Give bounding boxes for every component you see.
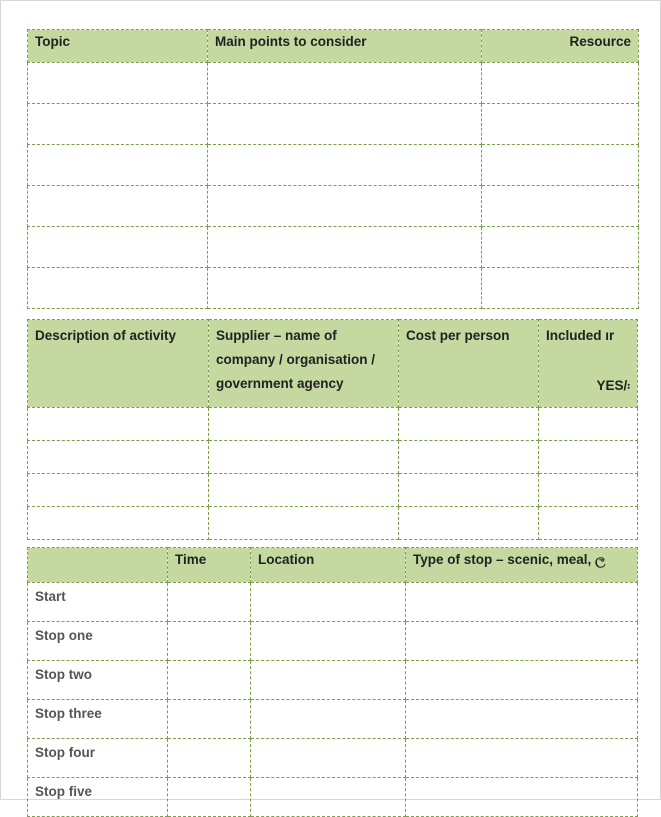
table-row <box>28 583 638 622</box>
table-row <box>28 474 638 507</box>
header-included-line2: YES/܃ <box>596 378 630 393</box>
table-cell[interactable] <box>209 507 399 540</box>
table-row <box>28 661 638 700</box>
table-cell[interactable] <box>209 408 399 441</box>
table-row <box>28 104 639 145</box>
topics-header-row <box>28 30 639 63</box>
header-resource: Resource <box>482 30 639 63</box>
header-location: Location <box>251 548 406 583</box>
table-row <box>28 408 638 441</box>
table-cell[interactable] <box>28 63 208 104</box>
header-included-line1: Included ır <box>546 328 615 343</box>
table-cell[interactable] <box>168 739 251 778</box>
table-cell[interactable] <box>482 63 639 104</box>
table-cell[interactable] <box>406 622 638 661</box>
table-cell[interactable] <box>539 441 638 474</box>
header-cost: Cost per person <box>399 320 539 408</box>
table-cell[interactable] <box>28 507 209 540</box>
table-cell[interactable] <box>399 441 539 474</box>
table-cell[interactable] <box>251 778 406 817</box>
header-type-of-stop: Type of stop – scenic, meal, ල <box>406 548 638 583</box>
table-row <box>28 507 638 540</box>
table-cell[interactable] <box>28 145 208 186</box>
table-cell[interactable] <box>482 186 639 227</box>
table-cell[interactable] <box>28 408 209 441</box>
table-row <box>28 441 638 474</box>
table-cell[interactable] <box>168 778 251 817</box>
table-row <box>28 778 638 817</box>
table-row <box>28 622 638 661</box>
table-cell[interactable] <box>209 474 399 507</box>
table-cell[interactable] <box>208 104 482 145</box>
activities-table <box>27 319 638 540</box>
row-label-stop-five: Stop five <box>28 778 168 817</box>
header-main-points: Main points to consider <box>208 30 482 63</box>
activities-header-row <box>28 320 638 408</box>
stops-table <box>27 547 638 817</box>
table-row <box>28 227 639 268</box>
table-cell[interactable] <box>406 700 638 739</box>
table-cell[interactable] <box>168 583 251 622</box>
table-cell[interactable] <box>406 661 638 700</box>
table-cell[interactable] <box>539 408 638 441</box>
table-cell[interactable] <box>28 104 208 145</box>
table-cell[interactable] <box>28 186 208 227</box>
header-time: Time <box>168 548 251 583</box>
table-cell[interactable] <box>251 583 406 622</box>
table-cell[interactable] <box>482 227 639 268</box>
table-cell[interactable] <box>208 227 482 268</box>
table-cell[interactable] <box>251 700 406 739</box>
table-cell[interactable] <box>208 186 482 227</box>
table-cell[interactable] <box>28 441 209 474</box>
header-description: Description of activity <box>28 320 209 408</box>
table-cell[interactable] <box>406 739 638 778</box>
header-supplier: Supplier – name of company / organisation / government agency <box>209 320 399 408</box>
table-row <box>28 145 639 186</box>
table-cell[interactable] <box>539 507 638 540</box>
row-label-stop-one: Stop one <box>28 622 168 661</box>
table-cell[interactable] <box>482 145 639 186</box>
table-cell[interactable] <box>406 778 638 817</box>
header-blank <box>28 548 168 583</box>
row-label-stop-three: Stop three <box>28 700 168 739</box>
stops-header-row <box>28 548 638 583</box>
table-cell[interactable] <box>399 408 539 441</box>
table-cell[interactable] <box>28 227 208 268</box>
table-cell[interactable] <box>168 700 251 739</box>
table-cell[interactable] <box>208 63 482 104</box>
table-cell[interactable] <box>399 474 539 507</box>
table-row <box>28 700 638 739</box>
table-cell[interactable] <box>28 268 208 309</box>
table-cell[interactable] <box>406 583 638 622</box>
topics-table <box>27 29 639 309</box>
table-row <box>28 63 639 104</box>
table-cell[interactable] <box>208 268 482 309</box>
table-row <box>28 186 639 227</box>
table-cell[interactable] <box>28 474 209 507</box>
table-cell[interactable] <box>209 441 399 474</box>
table-row <box>28 268 639 309</box>
table-cell[interactable] <box>168 661 251 700</box>
row-label-start: Start <box>28 583 168 622</box>
table-cell[interactable] <box>482 268 639 309</box>
table-cell[interactable] <box>251 739 406 778</box>
table-cell[interactable] <box>399 507 539 540</box>
row-label-stop-two: Stop two <box>28 661 168 700</box>
table-cell[interactable] <box>168 622 251 661</box>
table-row <box>28 739 638 778</box>
table-cell[interactable] <box>482 104 639 145</box>
header-topic: Topic <box>28 30 208 63</box>
table-cell[interactable] <box>251 622 406 661</box>
table-cell[interactable] <box>539 474 638 507</box>
table-cell[interactable] <box>251 661 406 700</box>
row-label-stop-four: Stop four <box>28 739 168 778</box>
table-cell[interactable] <box>208 145 482 186</box>
header-included <box>539 320 638 408</box>
